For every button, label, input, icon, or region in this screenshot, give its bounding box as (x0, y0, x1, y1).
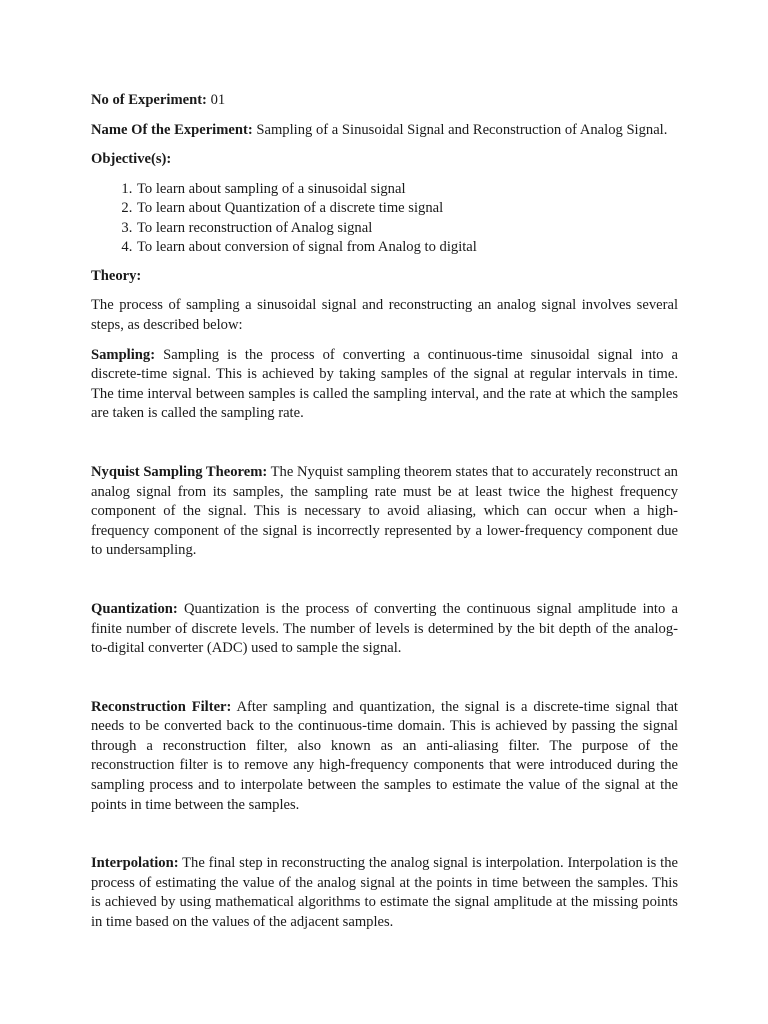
objectives-list (91, 180, 678, 258)
objective-item: 1. To learn about sampling of a sinusoidal signal (136, 180, 678, 200)
experiment-name (91, 121, 678, 141)
objective-item: 4. To learn about conversion of signal from Analog to digital (136, 238, 678, 258)
section-term: Quantization: (91, 600, 178, 617)
section-term: Sampling: (91, 346, 156, 363)
section-text: Quantization is the process of converting the continuous signal amplitude into a finite number of discrete levels. The number of levels is determined by the bit depth of the analog-to-digital converter (ADC) used to sample the signal. (91, 600, 678, 657)
theory-section-reconstruction-filter (91, 698, 678, 816)
section-term: Interpolation: (91, 855, 179, 872)
objective-item: 2. To learn about Quantization of a discrete time signal (136, 199, 678, 219)
section-text: The Nyquist sampling theorem states that to accurately reconstruct an analog signal from its samples, the sampling rate must be at least twice the highest frequency component of the signal. This is necessary to avoid aliasing, which can occur when a high-frequency component of the signal is incorrectly represented by a lower-frequency component due to undersampling. (91, 463, 678, 559)
section-text: Sampling is the process of converting a continuous-time sinusoidal signal into a discrete-time signal. This is achieved by taking samples of the signal at regular intervals in time. The time interval between samples is called the sampling interval, and the rate at which the samples are taken is called the sampling rate. (91, 346, 678, 422)
section-text: After sampling and quantization, the signal is a discrete-time signal that needs to be converted back to the continuous-time domain. This is achieved by passing the signal through a reconstruction filter, also known as an anti-aliasing filter. The purpose of the reconstruction filter is to remove any high-frequency components that were introduced during the sampling process and to interpolate between the samples to estimate the value of the signal at the points in time between the samples. (91, 698, 678, 813)
experiment-name-value: Sampling of a Sinusoidal Signal and Reconstruction of Analog Signal. (252, 121, 668, 138)
section-text: The final step in reconstructing the analog signal is interpolation. Interpolation is the process of estimating the value of the analog signal at the points in time between the samples. This is achieved by using mathematical algorithms to estimate the signal amplitude at the missing points in time based on the values of the adjacent samples. (91, 855, 678, 931)
document-page (91, 91, 678, 933)
experiment-name-label: Name Of the Experiment: (91, 121, 253, 138)
theory-section-interpolation (91, 854, 678, 932)
section-term: Reconstruction Filter: (91, 698, 232, 715)
experiment-number-value: 01 (206, 92, 226, 108)
objectives-heading: Objective(s): (91, 151, 172, 168)
section-term: Nyquist Sampling Theorem: (91, 463, 268, 480)
experiment-number-label: No of Experiment: (91, 92, 207, 108)
theory-heading: Theory: (91, 267, 142, 284)
theory-section-nyquist (91, 463, 678, 561)
theory-intro: The process of sampling a sinusoidal signal and reconstructing an analog signal involves several steps, as described below: (91, 297, 678, 333)
experiment-number (91, 91, 678, 111)
theory-section-sampling (91, 346, 678, 424)
objective-item: 3. To learn reconstruction of Analog signal (136, 219, 678, 239)
theory-section-quantization (91, 600, 678, 659)
